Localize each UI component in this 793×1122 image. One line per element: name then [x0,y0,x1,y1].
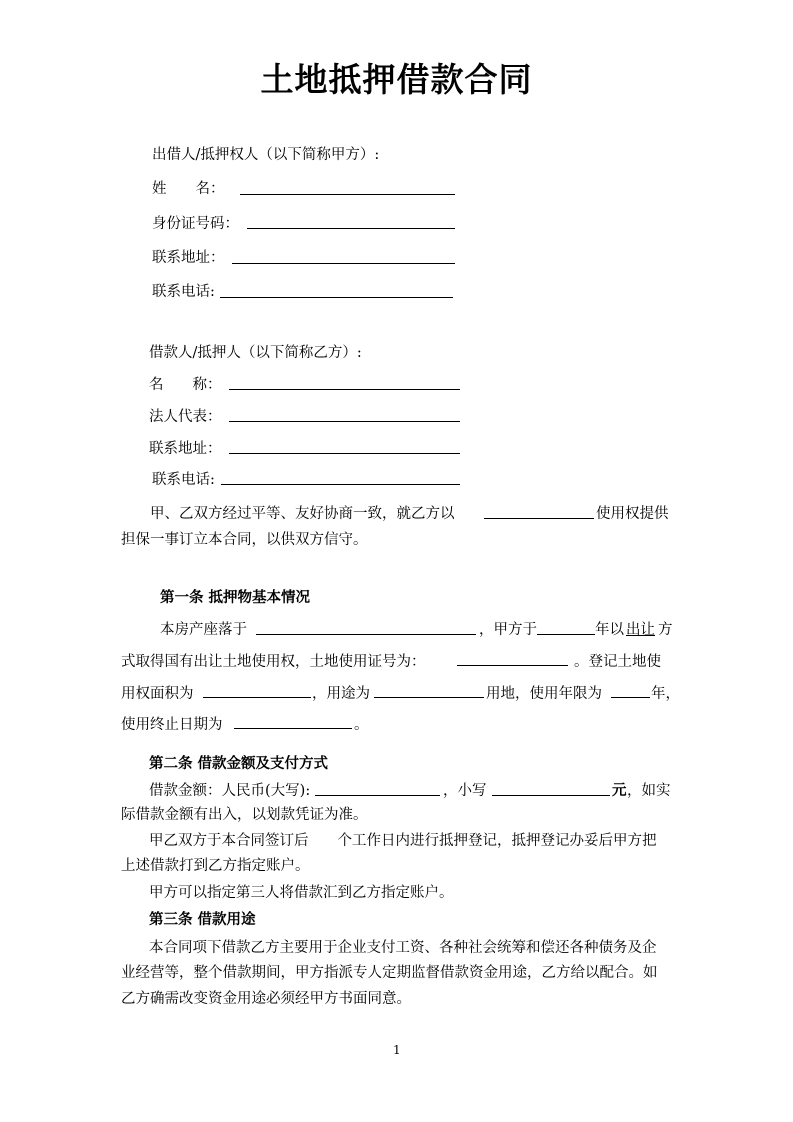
party-a-phone-label: 联系电话: [152,284,215,300]
page-number: 1 [393,1043,401,1057]
article-1-area-field[interactable] [203,697,311,698]
party-a-address-field[interactable] [232,263,455,264]
party-a-id-label: 身份证号码： [152,216,239,232]
article-1-text-3: 年以 [595,622,624,638]
article-2-amount-lower-field[interactable] [492,795,610,796]
article-1-text-4: 方 [658,622,673,638]
article-1-text-1: 本房产座落于 [160,622,247,638]
preamble-text-1: 甲、乙双方经过平等、友好协商一致，就乙方以 [150,506,455,522]
party-b-address-label: 联系地址： [149,441,222,457]
preamble-text-2: 使用权提供 [596,506,669,522]
article-1-year-field[interactable] [537,634,595,635]
article-1-text-8: ，用途为 [312,686,370,702]
party-a-heading: 出借人/抵押权人（以下简称甲方）: [152,147,380,163]
party-a-name-field[interactable] [240,194,455,195]
article-2-text-5: 甲乙双方于本合同签订后 个工作日内进行抵押登记，抵押登记办妥后甲方把 [149,833,657,849]
article-3-text-2: 业经营等，整个借款期间，甲方指派专人定期监督借款资金用途，乙方给以配合。如 [121,965,658,981]
article-1-term-field[interactable] [611,697,650,698]
article-1-text-10: 年， [651,686,680,702]
article-1-text-12: 。 [354,717,369,733]
preamble-text-3: 担保一事订立本合同，以供双方信守。 [121,532,368,548]
article-1-location-field[interactable] [256,634,476,635]
article-1-text-7: 用权面积为 [121,686,194,702]
party-b-phone-label: 联系电话: [152,472,215,488]
party-a-id-field[interactable] [247,228,455,229]
party-b-name-label: 名 称： [149,377,222,393]
party-b-rep-label: 法人代表： [149,409,222,425]
article-2-text-2: ，小写 [443,783,487,799]
article-1-text-9: 用地，使用年限为 [486,686,602,702]
article-2-text-6: 上述借款打到乙方指定账户。 [121,858,310,874]
article-1-text-6: 。登记土地使 [574,654,661,670]
party-b-address-field[interactable] [229,453,460,454]
article-1-end-date-field[interactable] [234,728,352,729]
party-b-rep-field[interactable] [229,421,460,422]
party-b-heading: 借款人/抵押人（以下简称乙方）: [149,345,362,361]
article-3-text-3: 乙方确需改变资金用途必须经甲方书面同意。 [121,991,411,1007]
article-1-heading: 第一条 抵押物基本情况 [160,589,311,606]
party-a-name-label: 姓 名： [152,181,225,197]
article-1-text-2: ，甲方于 [479,622,537,638]
party-b-phone-field[interactable] [221,484,460,485]
article-2-amount-upper-field[interactable] [315,795,440,796]
article-2-yuan: 元 [612,782,627,799]
article-2-text-3: ，如实 [627,783,671,799]
document-title: 土地抵押借款合同 [260,60,533,99]
preamble-land-field[interactable] [484,518,594,519]
party-a-address-label: 联系地址： [152,250,225,266]
article-2-text-4: 际借款金额有出入，以划款凭证为准。 [121,807,368,823]
article-2-heading: 第二条 借款金额及支付方式 [149,755,329,772]
party-a-phone-field[interactable] [220,297,453,298]
article-1-text-5: 式取得国有出让土地使用权，土地使用证号为： [121,654,426,670]
article-1-cert-field[interactable] [457,665,568,666]
article-2-text-7: 甲方可以指定第三人将借款汇到乙方指定账户。 [149,885,454,901]
article-1-text-11: 使用终止日期为 [121,717,223,733]
article-1-method: 出让 [626,622,655,638]
article-2-text-1: 借款金额：人民币(大写): [149,783,311,799]
article-3-text-1: 本合同项下借款乙方主要用于企业支付工资、各种社会统筹和偿还各种债务及企 [149,940,657,956]
article-3-heading: 第三条 借款用途 [149,911,256,928]
party-b-name-field[interactable] [229,389,460,390]
article-1-use-field[interactable] [374,697,484,698]
